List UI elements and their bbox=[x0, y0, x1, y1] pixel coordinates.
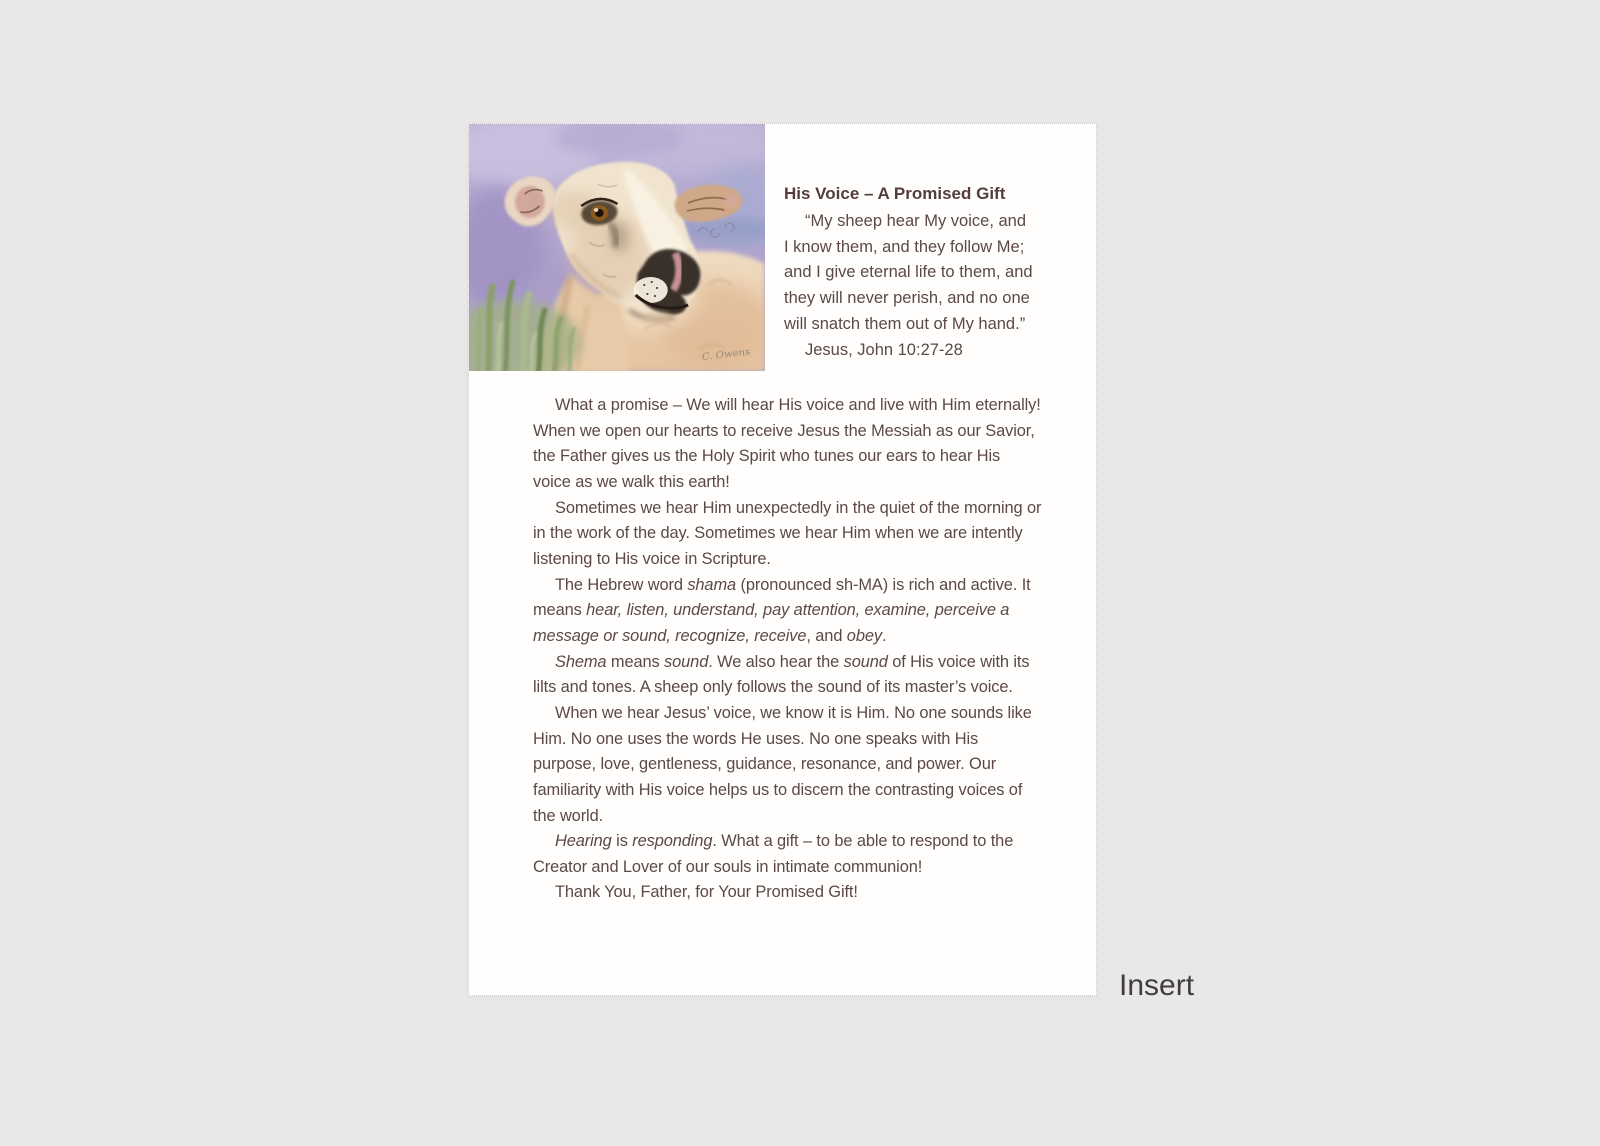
sheep-watercolor-artwork bbox=[469, 124, 765, 371]
quote-line: will snatch them out of My hand.” bbox=[784, 314, 1026, 333]
quote-line: “My sheep hear My voice, and bbox=[805, 212, 1027, 230]
insert-card bbox=[468, 123, 1097, 996]
quote-attribution: Jesus, John 10:27-28 bbox=[805, 340, 963, 359]
body-paragraph: Thank You, Father, for Your Promised Gift! bbox=[555, 883, 858, 902]
body-paragraph: Sometimes we hear Him unexpectedly in the quiet of the morning or in the work of the day. Sometimes we hear Him when we are intently listening to His voice in Scripture. bbox=[533, 498, 1042, 568]
body-paragraph: The Hebrew word shama (pronounced sh-MA) is rich and active. It means hear, listen, understand, pay attention, examine, perceive a message or sound, recognize, receive, and obey. bbox=[533, 575, 1031, 645]
scripture-quote bbox=[784, 209, 1066, 338]
insert-caption: Insert bbox=[1119, 969, 1195, 1002]
card-title: His Voice – A Promised Gift bbox=[784, 184, 1006, 203]
quote-line: I know them, and they follow Me; bbox=[784, 237, 1025, 256]
body-paragraph: When we hear Jesus’ voice, we know it is Him. No one sounds like Him. No one uses the words He uses. No one speaks with His purpose, love, gentleness, guidance, resonance, and power. Our familiarity with His voice helps us to discern the contrasting voices of the world. bbox=[533, 703, 1032, 825]
quote-line: and I give eternal life to them, and bbox=[784, 263, 1033, 282]
card-header bbox=[784, 181, 1066, 363]
quote-line: they will never perish, and no one bbox=[784, 289, 1030, 308]
body-paragraph: What a promise – We will hear His voice and live with Him eternally! When we open our hearts to receive Jesus the Messiah as our Savior, the Father gives us the Holy Spirit who tunes our ears to hear His voice as we walk this earth! bbox=[533, 396, 1041, 491]
artist-signature: C. Owens bbox=[701, 346, 751, 363]
body-paragraph: Shema means sound. We also hear the sound of His voice with its lilts and tones. A sheep only follows the sound of its master’s voice. bbox=[533, 652, 1030, 697]
body-paragraph: Hearing is responding. What a gift – to be able to respond to the Creator and Lover of our souls in intimate communion! bbox=[533, 832, 1014, 876]
card-body-text bbox=[533, 393, 1042, 906]
